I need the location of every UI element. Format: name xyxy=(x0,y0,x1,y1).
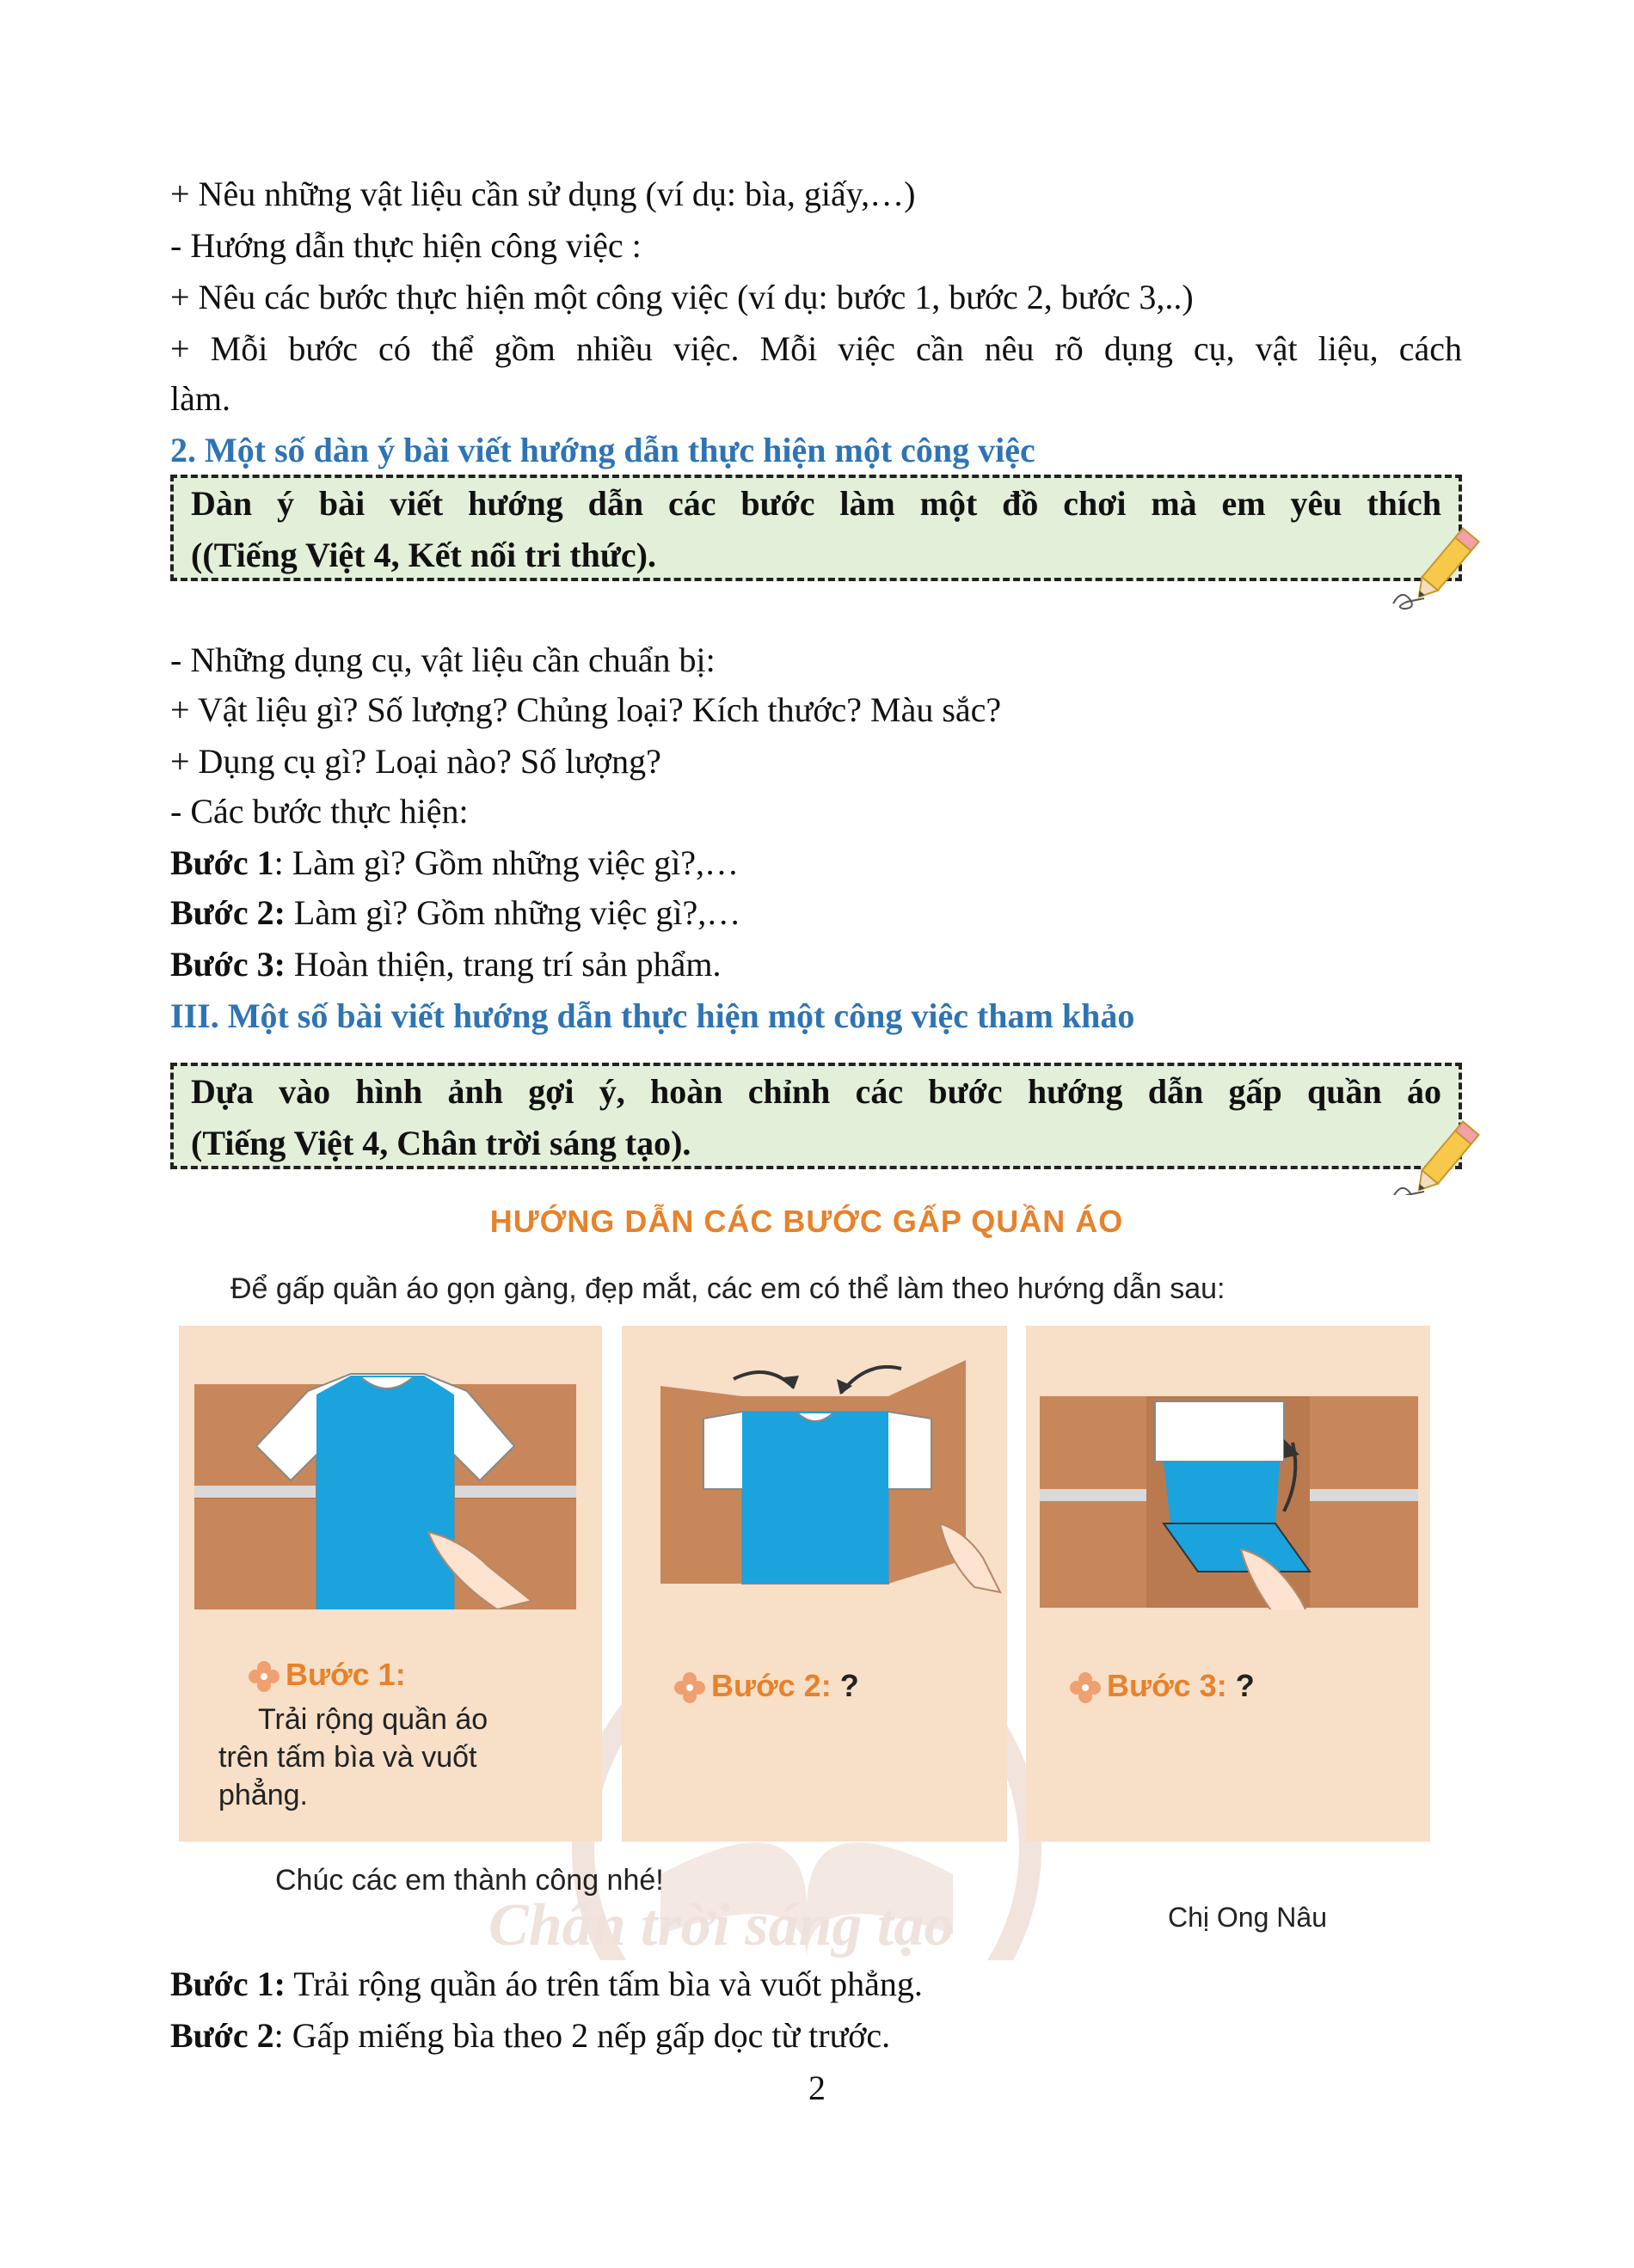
step-3-label xyxy=(1069,1668,1255,1704)
folding-clothes-illustration xyxy=(179,1195,1434,1960)
outline-line-4: - Các bước thực hiện: xyxy=(170,792,469,831)
shirt-folded-picture xyxy=(1026,1326,1430,1609)
cardboard-fold-picture xyxy=(622,1326,1007,1609)
answer-label: Bước 1: xyxy=(170,1965,286,2003)
step-2-label xyxy=(673,1668,859,1704)
outline-line-1: - Những dụng cụ, vật liệu cần chuẩn bị: xyxy=(170,641,716,679)
outline-step-3 xyxy=(170,939,1460,990)
step-sep: : xyxy=(273,843,292,882)
step-1-label xyxy=(248,1657,406,1693)
illustration-footer: Chúc các em thành công nhé! xyxy=(275,1864,664,1897)
answer-step-2 xyxy=(170,2010,1460,2062)
illustration-subtitle: Để gấp quần áo gọn gàng, đẹp mắt, các em có thể làm theo hướng dẫn sau: xyxy=(230,1272,1226,1305)
flower-icon xyxy=(673,1671,706,1704)
flower-icon xyxy=(248,1660,280,1693)
step-3-panel xyxy=(1026,1326,1430,1842)
shirt-flat-picture xyxy=(179,1326,602,1609)
step-label: Bước 3: xyxy=(170,945,286,984)
intro-line-2: - Hướng dẫn thực hiện công việc : xyxy=(170,226,642,265)
box-1-line-2: ((Tiếng Việt 4, Kết nối tri thức). xyxy=(191,536,656,574)
page-number: 2 xyxy=(808,2069,826,2107)
answer-step-1 xyxy=(170,1958,1460,2010)
step-sep xyxy=(286,945,294,984)
answer-sep: : xyxy=(273,2016,292,2055)
step-1-desc-line: Trải rộng quần áo xyxy=(258,1703,488,1736)
watermark-text: Chân trời sáng tạo xyxy=(488,1892,955,1958)
step-text: Làm gì? Gồm những việc gì?,… xyxy=(292,843,740,882)
box-1-line-1: Dàn ý bài viết hướng dẫn các bước làm một đồ chơi mà em yêu thích xyxy=(191,484,1441,523)
question-mark: ? xyxy=(839,1668,859,1703)
step-text: Làm gì? Gồm những việc gì?,… xyxy=(293,893,741,932)
flower-icon xyxy=(1069,1671,1102,1704)
answer-sep xyxy=(286,1965,293,2003)
step-1-desc-line: trên tấm bìa và vuốt xyxy=(218,1741,477,1774)
answer-text: Trải rộng quần áo trên tấm bìa và vuốt phẳng. xyxy=(293,1965,923,2003)
step-1-label-text: Bước 1: xyxy=(286,1657,406,1692)
pencil-icon xyxy=(1386,521,1490,616)
step-1-panel xyxy=(179,1326,602,1842)
exercise-prompt-box xyxy=(170,1063,1462,1169)
outline-prompt-box xyxy=(170,475,1462,581)
intro-line-4: + Mỗi bước có thể gồm nhiều việc. Mỗi việc cần nêu rõ dụng cụ, vật liệu, cách xyxy=(170,329,1462,368)
answer-label: Bước 2 xyxy=(170,2016,274,2055)
box-2-line-2: (Tiếng Việt 4, Chân trời sáng tạo). xyxy=(191,1124,691,1162)
step-2-label-text: Bước 2: xyxy=(711,1668,832,1703)
question-mark: ? xyxy=(1235,1668,1255,1703)
step-1-desc-line: phẳng. xyxy=(218,1779,308,1811)
step-3-label-text: Bước 3: xyxy=(1107,1668,1227,1703)
outline-step-1 xyxy=(170,837,1460,889)
step-label: Bước 2: xyxy=(170,893,286,932)
illustration-title: HƯỚNG DẪN CÁC BƯỚC GẤP QUẦN ÁO xyxy=(489,1204,1124,1239)
outline-step-2 xyxy=(170,887,1460,939)
intro-line-3: + Nêu các bước thực hiện một công việc (ví dụ: bước 1, bước 2, bước 3,..) xyxy=(170,278,1194,316)
intro-line-1: + Nêu những vật liệu cần sử dụng (ví dụ: bìa, giấy,…) xyxy=(170,175,916,213)
step-2-panel xyxy=(622,1326,1007,1842)
step-1-description xyxy=(218,1701,488,1814)
outline-line-3: + Dụng cụ gì? Loại nào? Số lượng? xyxy=(170,742,661,781)
step-text: Hoàn thiện, trang trí sản phẩm. xyxy=(293,945,722,984)
outline-line-2: + Vật liệu gì? Số lượng? Chủng loại? Kích thước? Màu sắc? xyxy=(170,690,1002,729)
step-label: Bước 1 xyxy=(170,843,274,882)
intro-line-5: làm. xyxy=(170,379,230,418)
section-3-heading: III. Một số bài viết hướng dẫn thực hiện một công việc tham khảo xyxy=(170,996,1135,1035)
answer-text: Gấp miếng bìa theo 2 nếp gấp dọc từ trước. xyxy=(292,2016,891,2055)
section-2-heading: 2. Một số dàn ý bài viết hướng dẫn thực hiện một công việc xyxy=(170,431,1035,469)
step-sep xyxy=(286,893,294,932)
box-2-line-1: Dựa vào hình ảnh gợi ý, hoàn chỉnh các bước hướng dẫn gấp quần áo xyxy=(191,1072,1441,1111)
illustration-signature: Chị Ong Nâu xyxy=(1168,1902,1327,1933)
